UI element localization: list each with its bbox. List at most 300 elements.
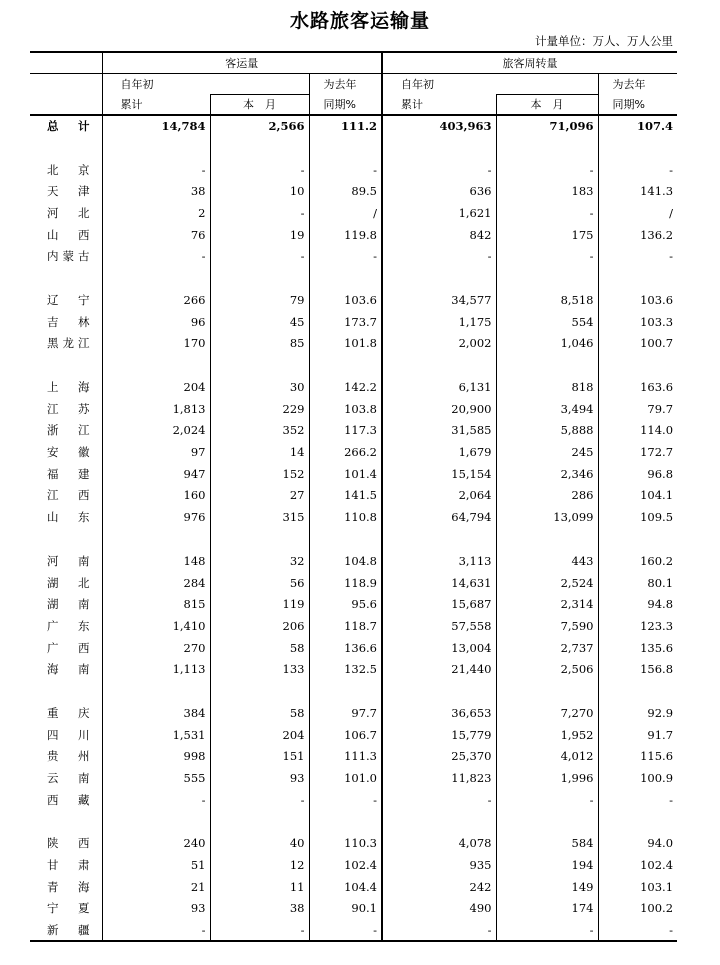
turnover-yoy-cell: 163.6	[598, 376, 677, 398]
passenger-yoy-cell: 110.8	[309, 506, 382, 528]
table-row	[30, 398, 677, 420]
spacer-cell	[309, 267, 382, 289]
turnover-yoy-cell: -	[598, 245, 677, 267]
region-name: 四川	[47, 727, 90, 742]
spacer-cell	[210, 267, 309, 289]
header-ytd-top-2: 自年初	[382, 73, 598, 94]
passenger-month-cell: 58	[210, 637, 309, 659]
turnover-ytd-cell: 31,585	[382, 420, 496, 442]
passenger-yoy-cell: 111.2	[309, 115, 382, 137]
turnover-month-cell: 175	[496, 224, 598, 246]
region-name: 上海	[47, 380, 90, 395]
turnover-yoy-cell: 96.8	[598, 463, 677, 485]
passenger-yoy-cell: /	[309, 202, 382, 224]
turnover-month-cell: 2,314	[496, 593, 598, 615]
turnover-ytd-cell: 636	[382, 180, 496, 202]
region-name: 新疆	[30, 919, 102, 941]
header-passenger-turnover: 旅客周转量	[382, 52, 677, 73]
table-header	[30, 52, 677, 115]
region-name: 吉林	[47, 314, 90, 329]
table-row	[30, 854, 677, 876]
passenger-ytd-cell: 170	[102, 333, 210, 355]
spacer-cell	[102, 354, 210, 376]
passenger-yoy-cell: 90.1	[309, 898, 382, 920]
turnover-ytd-cell: 2,064	[382, 485, 496, 507]
passenger-yoy-cell: 136.6	[309, 637, 382, 659]
turnover-yoy-cell: 100.2	[598, 898, 677, 920]
turnover-month-cell: 818	[496, 376, 598, 398]
passenger-month-cell: -	[210, 202, 309, 224]
spacer-cell	[598, 354, 677, 376]
turnover-yoy-cell: 136.2	[598, 224, 677, 246]
passenger-yoy-cell: 102.4	[309, 854, 382, 876]
passenger-month-cell: 45	[210, 311, 309, 333]
turnover-month-cell: 5,888	[496, 420, 598, 442]
turnover-month-cell: 183	[496, 180, 598, 202]
passenger-ytd-cell: 204	[102, 376, 210, 398]
passenger-month-cell: 32	[210, 550, 309, 572]
spacer-cell	[309, 528, 382, 550]
turnover-yoy-cell: 91.7	[598, 724, 677, 746]
region-name: 青海	[47, 879, 90, 894]
passenger-month-cell: 56	[210, 572, 309, 594]
passenger-yoy-cell: 101.4	[309, 463, 382, 485]
turnover-month-cell: 443	[496, 550, 598, 572]
turnover-yoy-cell: 102.4	[598, 854, 677, 876]
table-row	[30, 420, 677, 442]
turnover-ytd-cell: 242	[382, 876, 496, 898]
region-name: 广西	[47, 640, 90, 655]
turnover-yoy-cell: 104.1	[598, 485, 677, 507]
passenger-ytd-cell: 1,531	[102, 724, 210, 746]
spacer-cell	[102, 680, 210, 702]
turnover-month-cell: 174	[496, 898, 598, 920]
turnover-yoy-cell: 172.7	[598, 441, 677, 463]
passenger-month-cell: 14	[210, 441, 309, 463]
turnover-yoy-cell: 103.6	[598, 289, 677, 311]
passenger-month-cell: 352	[210, 420, 309, 442]
turnover-ytd-cell: 403,963	[382, 115, 496, 137]
spacer-cell	[496, 354, 598, 376]
spacer-cell	[210, 680, 309, 702]
turnover-month-cell: -	[496, 789, 598, 811]
header-corner-3	[30, 94, 102, 115]
passenger-yoy-cell: 101.0	[309, 767, 382, 789]
turnover-yoy-cell: 114.0	[598, 420, 677, 442]
spacer-row	[30, 680, 677, 702]
spacer-cell	[102, 811, 210, 833]
table-row	[30, 441, 677, 463]
unit-note: 计量单位：万人、万人公里	[535, 34, 673, 48]
turnover-month-cell: 4,012	[496, 746, 598, 768]
passenger-ytd-cell: 947	[102, 463, 210, 485]
passenger-ytd-cell: 384	[102, 702, 210, 724]
passenger-ytd-cell: 998	[102, 746, 210, 768]
passenger-month-cell: 10	[210, 180, 309, 202]
turnover-month-cell: 286	[496, 485, 598, 507]
passenger-ytd-cell: 2	[102, 202, 210, 224]
turnover-month-cell: -	[496, 245, 598, 267]
turnover-month-cell: -	[496, 919, 598, 941]
turnover-ytd-cell: 1,175	[382, 311, 496, 333]
turnover-month-cell: 2,524	[496, 572, 598, 594]
passenger-yoy-cell: 110.3	[309, 833, 382, 855]
passenger-yoy-cell: 111.3	[309, 746, 382, 768]
passenger-ytd-cell: 1,410	[102, 615, 210, 637]
spacer-cell	[496, 267, 598, 289]
table-row	[30, 289, 677, 311]
turnover-month-cell: 1,996	[496, 767, 598, 789]
table-row	[30, 506, 677, 528]
passenger-month-cell: -	[210, 245, 309, 267]
passenger-month-cell: 12	[210, 854, 309, 876]
turnover-yoy-cell: 80.1	[598, 572, 677, 594]
passenger-month-cell: 151	[210, 746, 309, 768]
table-row	[30, 658, 677, 680]
table-row	[30, 724, 677, 746]
passenger-yoy-cell: 118.9	[309, 572, 382, 594]
spacer-cell	[210, 354, 309, 376]
table-row	[30, 376, 677, 398]
spacer-cell	[382, 811, 496, 833]
passenger-yoy-cell: 106.7	[309, 724, 382, 746]
spacer-cell	[210, 811, 309, 833]
spacer-cell	[210, 528, 309, 550]
passenger-ytd-cell: 1,813	[102, 398, 210, 420]
spacer-cell	[496, 811, 598, 833]
turnover-yoy-cell: 156.8	[598, 658, 677, 680]
passenger-yoy-cell: 141.5	[309, 485, 382, 507]
spacer-cell	[102, 267, 210, 289]
spacer-cell	[382, 267, 496, 289]
passenger-yoy-cell: -	[309, 919, 382, 941]
passenger-ytd-cell: 38	[102, 180, 210, 202]
passenger-yoy-cell: 103.6	[309, 289, 382, 311]
region-name: 黑龙江	[47, 336, 90, 351]
passenger-month-cell: 79	[210, 289, 309, 311]
turnover-yoy-cell: 107.4	[598, 115, 677, 137]
region-name: 天津	[47, 184, 90, 199]
turnover-ytd-cell: 13,004	[382, 637, 496, 659]
spacer-cell	[309, 354, 382, 376]
region-name: 江西	[47, 488, 90, 503]
turnover-month-cell: 7,590	[496, 615, 598, 637]
spacer-cell	[496, 528, 598, 550]
turnover-ytd-cell: -	[382, 789, 496, 811]
spacer-cell	[30, 528, 102, 550]
header-yoy-bottom-2: 同期%	[598, 94, 677, 115]
region-name: 贵州	[47, 749, 90, 764]
passenger-month-cell: -	[210, 789, 309, 811]
turnover-ytd-cell: 842	[382, 224, 496, 246]
passenger-yoy-cell: 89.5	[309, 180, 382, 202]
passenger-month-cell: 315	[210, 506, 309, 528]
turnover-ytd-cell: 935	[382, 854, 496, 876]
table-row	[30, 159, 677, 181]
passenger-yoy-cell: 118.7	[309, 615, 382, 637]
passenger-yoy-cell: 103.8	[309, 398, 382, 420]
region-name: 西藏	[47, 792, 90, 807]
header-yoy-top-2: 为去年	[598, 73, 677, 94]
passenger-ytd-cell: 240	[102, 833, 210, 855]
passenger-ytd-cell: 815	[102, 593, 210, 615]
turnover-month-cell: -	[496, 159, 598, 181]
region-name: 内蒙古	[47, 249, 90, 264]
region-name: 宁夏	[47, 901, 90, 916]
turnover-yoy-cell: 100.7	[598, 333, 677, 355]
header-ytd-top: 自年初	[102, 73, 309, 94]
turnover-yoy-cell: 141.3	[598, 180, 677, 202]
region-name: 湖南	[47, 597, 90, 612]
table-row	[30, 572, 677, 594]
spacer-cell	[210, 137, 309, 159]
turnover-yoy-cell: 100.9	[598, 767, 677, 789]
turnover-yoy-cell: 123.3	[598, 615, 677, 637]
region-name: 云南	[47, 771, 90, 786]
turnover-month-cell: 1,952	[496, 724, 598, 746]
region-name: 浙江	[47, 423, 90, 438]
passenger-month-cell: 206	[210, 615, 309, 637]
passenger-table	[30, 51, 677, 942]
passenger-yoy-cell: 104.4	[309, 876, 382, 898]
table-row	[30, 919, 677, 941]
region-name: 河南	[47, 553, 90, 568]
table-row	[30, 224, 677, 246]
table-row	[30, 593, 677, 615]
passenger-yoy-cell: 117.3	[309, 420, 382, 442]
header-passenger-volume: 客运量	[102, 52, 382, 73]
passenger-ytd-cell: 76	[102, 224, 210, 246]
region-name: 陕西	[47, 836, 90, 851]
spacer-cell	[30, 680, 102, 702]
table-row	[30, 615, 677, 637]
region-name: 山东	[47, 510, 90, 525]
passenger-yoy-cell: 101.8	[309, 333, 382, 355]
table-row	[30, 789, 677, 811]
table-row	[30, 202, 677, 224]
passenger-ytd-cell: 93	[102, 898, 210, 920]
header-yoy-bottom: 同期%	[309, 94, 382, 115]
passenger-month-cell: 85	[210, 333, 309, 355]
region-name: 湖北	[47, 575, 90, 590]
spacer-cell	[309, 680, 382, 702]
table-row	[30, 311, 677, 333]
turnover-month-cell: 2,737	[496, 637, 598, 659]
passenger-yoy-cell: 266.2	[309, 441, 382, 463]
passenger-month-cell: 38	[210, 898, 309, 920]
total-row	[30, 115, 677, 137]
table-row	[30, 767, 677, 789]
table-row	[30, 333, 677, 355]
passenger-yoy-cell: 104.8	[309, 550, 382, 572]
spacer-row	[30, 267, 677, 289]
passenger-ytd-cell: 148	[102, 550, 210, 572]
table-row	[30, 550, 677, 572]
passenger-ytd-cell: 97	[102, 441, 210, 463]
turnover-ytd-cell: 20,900	[382, 398, 496, 420]
turnover-ytd-cell: 2,002	[382, 333, 496, 355]
passenger-month-cell: 133	[210, 658, 309, 680]
turnover-ytd-cell: 15,687	[382, 593, 496, 615]
turnover-yoy-cell: 94.8	[598, 593, 677, 615]
spacer-cell	[382, 354, 496, 376]
region-name: 福建	[47, 466, 90, 481]
turnover-yoy-cell: 103.1	[598, 876, 677, 898]
passenger-month-cell: 19	[210, 224, 309, 246]
turnover-yoy-cell: 135.6	[598, 637, 677, 659]
turnover-yoy-cell: 103.3	[598, 311, 677, 333]
region-name: 辽宁	[47, 292, 90, 307]
turnover-month-cell: -	[496, 202, 598, 224]
region-name: 安徽	[47, 445, 90, 460]
turnover-month-cell: 245	[496, 441, 598, 463]
passenger-month-cell: -	[210, 159, 309, 181]
spacer-cell	[598, 528, 677, 550]
turnover-ytd-cell: 1,621	[382, 202, 496, 224]
passenger-month-cell: 93	[210, 767, 309, 789]
turnover-yoy-cell: -	[598, 159, 677, 181]
passenger-month-cell: 204	[210, 724, 309, 746]
turnover-ytd-cell: 15,154	[382, 463, 496, 485]
passenger-month-cell: 152	[210, 463, 309, 485]
passenger-yoy-cell: 119.8	[309, 224, 382, 246]
passenger-ytd-cell: 976	[102, 506, 210, 528]
passenger-month-cell: -	[210, 919, 309, 941]
turnover-month-cell: 71,096	[496, 115, 598, 137]
table-row	[30, 485, 677, 507]
spacer-cell	[598, 267, 677, 289]
passenger-ytd-cell: 2,024	[102, 420, 210, 442]
spacer-row	[30, 354, 677, 376]
passenger-yoy-cell: -	[309, 245, 382, 267]
turnover-yoy-cell: 79.7	[598, 398, 677, 420]
turnover-month-cell: 8,518	[496, 289, 598, 311]
table-row	[30, 833, 677, 855]
passenger-ytd-cell: -	[102, 159, 210, 181]
passenger-yoy-cell: 132.5	[309, 658, 382, 680]
passenger-ytd-cell: 266	[102, 289, 210, 311]
spacer-cell	[598, 137, 677, 159]
turnover-ytd-cell: 4,078	[382, 833, 496, 855]
region-name: 山西	[47, 227, 90, 242]
turnover-yoy-cell: 160.2	[598, 550, 677, 572]
turnover-ytd-cell: 57,558	[382, 615, 496, 637]
passenger-month-cell: 119	[210, 593, 309, 615]
passenger-ytd-cell: -	[102, 919, 210, 941]
spacer-cell	[30, 811, 102, 833]
turnover-yoy-cell: -	[598, 789, 677, 811]
turnover-ytd-cell: 11,823	[382, 767, 496, 789]
turnover-yoy-cell: /	[598, 202, 677, 224]
passenger-yoy-cell: 97.7	[309, 702, 382, 724]
turnover-ytd-cell: 34,577	[382, 289, 496, 311]
turnover-ytd-cell: -	[382, 919, 496, 941]
turnover-ytd-cell: 25,370	[382, 746, 496, 768]
turnover-month-cell: 7,270	[496, 702, 598, 724]
turnover-month-cell: 554	[496, 311, 598, 333]
header-ytd-bottom: 累计	[102, 94, 210, 115]
turnover-yoy-cell: 92.9	[598, 702, 677, 724]
passenger-ytd-cell: -	[102, 789, 210, 811]
table-row	[30, 898, 677, 920]
turnover-ytd-cell: 36,653	[382, 702, 496, 724]
spacer-cell	[30, 267, 102, 289]
header-month: 本 月	[210, 94, 309, 115]
spacer-row	[30, 811, 677, 833]
table-row	[30, 637, 677, 659]
turnover-ytd-cell: 3,113	[382, 550, 496, 572]
spacer-cell	[30, 137, 102, 159]
passenger-month-cell: 30	[210, 376, 309, 398]
passenger-yoy-cell: 142.2	[309, 376, 382, 398]
region-name: 重庆	[47, 705, 90, 720]
turnover-ytd-cell: 64,794	[382, 506, 496, 528]
spacer-cell	[382, 528, 496, 550]
passenger-yoy-cell: -	[309, 159, 382, 181]
passenger-month-cell: 40	[210, 833, 309, 855]
turnover-yoy-cell: 109.5	[598, 506, 677, 528]
passenger-ytd-cell: 160	[102, 485, 210, 507]
turnover-ytd-cell: -	[382, 159, 496, 181]
turnover-month-cell: 1,046	[496, 333, 598, 355]
turnover-month-cell: 3,494	[496, 398, 598, 420]
header-month-2: 本 月	[496, 94, 598, 115]
table-body	[30, 115, 677, 941]
turnover-ytd-cell: -	[382, 245, 496, 267]
header-ytd-bottom-2: 累计	[382, 94, 496, 115]
turnover-yoy-cell: -	[598, 919, 677, 941]
spacer-row	[30, 528, 677, 550]
region-name: 河北	[47, 205, 90, 220]
spacer-cell	[102, 137, 210, 159]
turnover-ytd-cell: 15,779	[382, 724, 496, 746]
header-corner	[30, 52, 102, 73]
page-title: 水路旅客运输量	[289, 10, 430, 32]
passenger-month-cell: 11	[210, 876, 309, 898]
spacer-cell	[382, 137, 496, 159]
turnover-ytd-cell: 1,679	[382, 441, 496, 463]
passenger-yoy-cell: -	[309, 789, 382, 811]
region-name: 总计	[47, 119, 90, 134]
region-name: 江苏	[47, 401, 90, 416]
passenger-ytd-cell: 555	[102, 767, 210, 789]
turnover-yoy-cell: 115.6	[598, 746, 677, 768]
turnover-month-cell: 584	[496, 833, 598, 855]
passenger-yoy-cell: 173.7	[309, 311, 382, 333]
spacer-cell	[30, 354, 102, 376]
header-corner-2	[30, 73, 102, 94]
passenger-month-cell: 27	[210, 485, 309, 507]
passenger-yoy-cell: 95.6	[309, 593, 382, 615]
passenger-ytd-cell: 21	[102, 876, 210, 898]
passenger-ytd-cell: 51	[102, 854, 210, 876]
passenger-month-cell: 2,566	[210, 115, 309, 137]
spacer-cell	[496, 680, 598, 702]
turnover-ytd-cell: 14,631	[382, 572, 496, 594]
table-row	[30, 702, 677, 724]
table-row	[30, 463, 677, 485]
passenger-ytd-cell: 1,113	[102, 658, 210, 680]
spacer-cell	[496, 137, 598, 159]
spacer-cell	[382, 680, 496, 702]
turnover-month-cell: 2,346	[496, 463, 598, 485]
spacer-cell	[309, 137, 382, 159]
region-name: 广东	[47, 618, 90, 633]
passenger-month-cell: 229	[210, 398, 309, 420]
passenger-month-cell: 58	[210, 702, 309, 724]
table-row	[30, 876, 677, 898]
spacer-cell	[598, 680, 677, 702]
